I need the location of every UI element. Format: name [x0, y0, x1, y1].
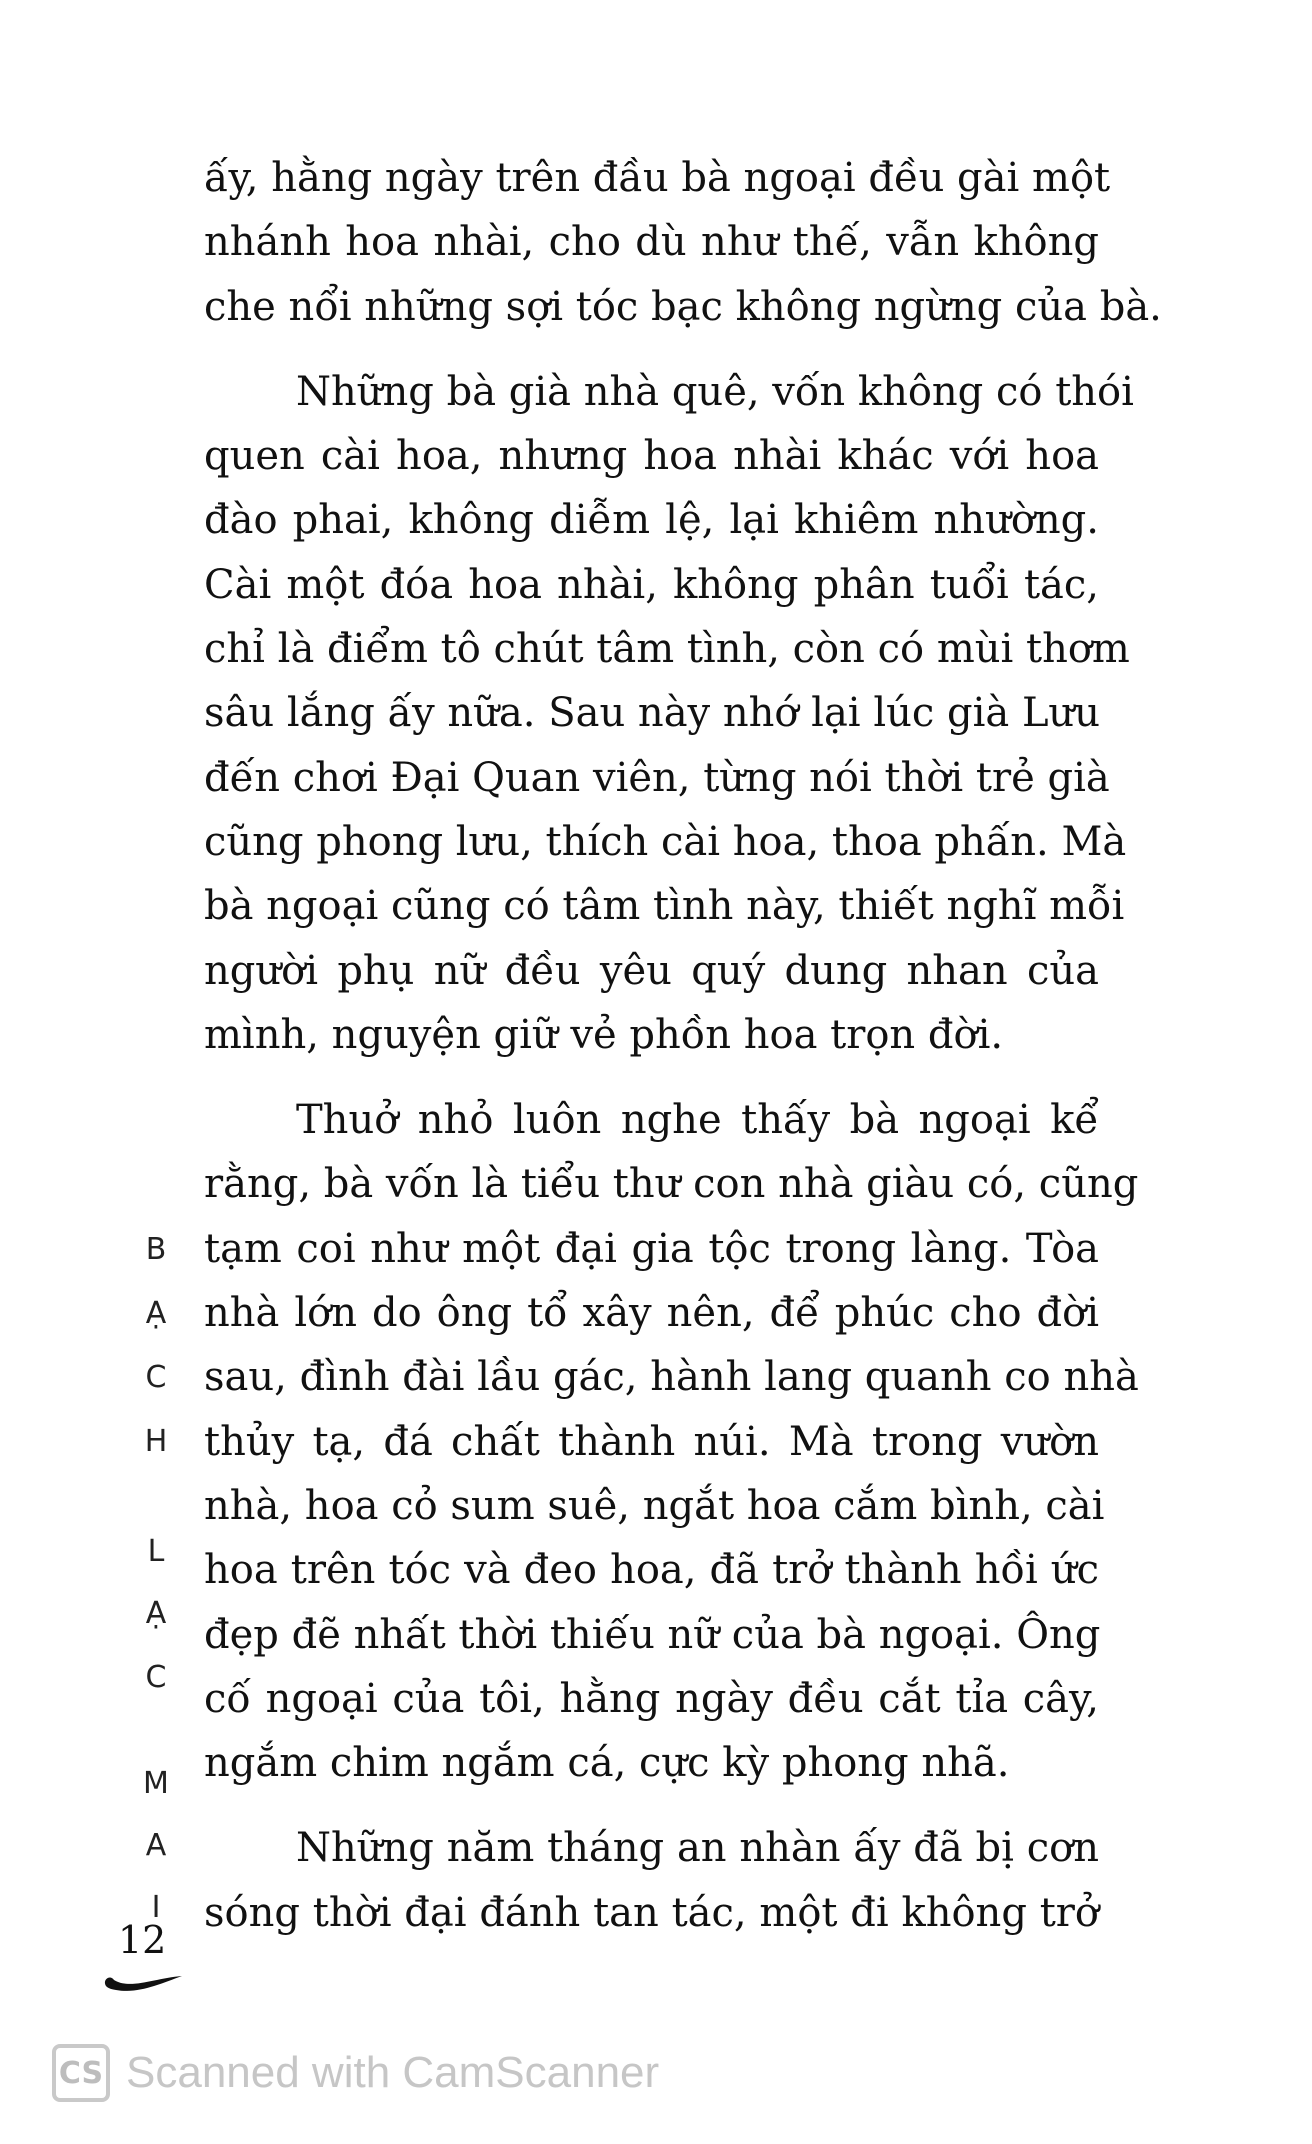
text-line: quen cài hoa, nhưng hoa nhài khác với hoa	[204, 433, 1099, 480]
text-line: Cài một đóa hoa nhài, không phân tuổi tác,	[204, 561, 1099, 608]
page-number: 12	[118, 1918, 167, 1962]
text-line: đào phai, không diễm lệ, lại khiêm nhường.	[204, 497, 1099, 544]
text-line: chỉ là điểm tô chút tâm tình, còn có mùi thơm	[204, 626, 1130, 673]
text-line: nhánh hoa nhài, cho dù như thế, vẫn không	[204, 219, 1099, 266]
camscanner-logo-icon: CS	[52, 2044, 110, 2102]
text-line: thủy tạ, đá chất thành núi. Mà trong vườn	[204, 1418, 1099, 1465]
running-title-letter: C	[145, 1660, 167, 1695]
paragraph	[204, 1088, 1139, 1795]
text-line: hoa trên tóc và đeo hoa, đã trở thành hồi ức	[204, 1547, 1099, 1594]
running-title-letter: C	[145, 1360, 167, 1395]
paragraph	[204, 146, 1162, 339]
text-line: cũng phong lưu, thích cài hoa, thoa phấn. Mà	[204, 818, 1127, 865]
text-line: bà ngoại cũng có tâm tình này, thiết nghĩ mỗi	[204, 883, 1125, 930]
running-title-letter: A	[145, 1828, 167, 1863]
paragraph	[204, 360, 1134, 1067]
text-line: Những năm tháng an nhàn ấy đã bị cơn	[296, 1825, 1099, 1872]
text-line: Thuở nhỏ luôn nghe thấy bà ngoại kể	[296, 1097, 1099, 1144]
body-text	[204, 146, 1162, 1966]
running-title-letter: L	[147, 1534, 165, 1569]
text-line: nhà, hoa cỏ sum suê, ngắt hoa cắm bình, cài	[204, 1482, 1105, 1529]
text-line: tạm coi như một đại gia tộc trong làng. Tòa	[204, 1225, 1099, 1272]
text-line: che nổi những sợi tóc bạc không ngừng của bà.	[204, 283, 1162, 330]
scanner-watermark	[52, 2044, 659, 2102]
text-line: sau, đình đài lầu gác, hành lang quanh co nhà	[204, 1354, 1139, 1401]
text-line: đến chơi Đại Quan viên, từng nói thời trẻ già	[204, 754, 1110, 801]
text-line: ngắm chim ngắm cá, cực kỳ phong nhã.	[204, 1740, 1010, 1787]
running-title-letter: B	[145, 1232, 167, 1267]
watermark-text: Scanned with CamScanner	[126, 2048, 660, 2097]
text-line: sóng thời đại đánh tan tác, một đi không trở	[204, 1889, 1099, 1936]
text-line: Những bà già nhà quê, vốn không có thói	[296, 368, 1134, 415]
text-line: rằng, bà vốn là tiểu thư con nhà giàu có, cũng	[204, 1161, 1139, 1208]
text-line: cố ngoại của tôi, hằng ngày đều cắt tỉa cây,	[204, 1675, 1099, 1722]
running-title-letter: Ạ	[145, 1596, 167, 1631]
running-title-letter: I	[151, 1890, 161, 1925]
text-line: mình, nguyện giữ vẻ phồn hoa trọn đời.	[204, 1011, 1004, 1058]
text-line: đẹp đẽ nhất thời thiếu nữ của bà ngoại. Ông	[204, 1611, 1101, 1658]
text-line: người phụ nữ đều yêu quý dung nhan của	[204, 947, 1099, 994]
text-line: ấy, hằng ngày trên đầu bà ngoại đều gài một	[204, 155, 1111, 201]
running-title-letter: H	[144, 1424, 168, 1459]
running-title-letter: M	[143, 1766, 169, 1801]
text-line: nhà lớn do ông tổ xây nên, để phúc cho đời	[204, 1290, 1099, 1337]
text-line: sâu lắng ấy nữa. Sau này nhớ lại lúc già Lưu	[204, 690, 1101, 737]
running-title-letter: Ạ	[145, 1296, 167, 1331]
paragraph	[204, 1816, 1099, 1945]
flourish-ornament-icon	[100, 1970, 184, 1998]
